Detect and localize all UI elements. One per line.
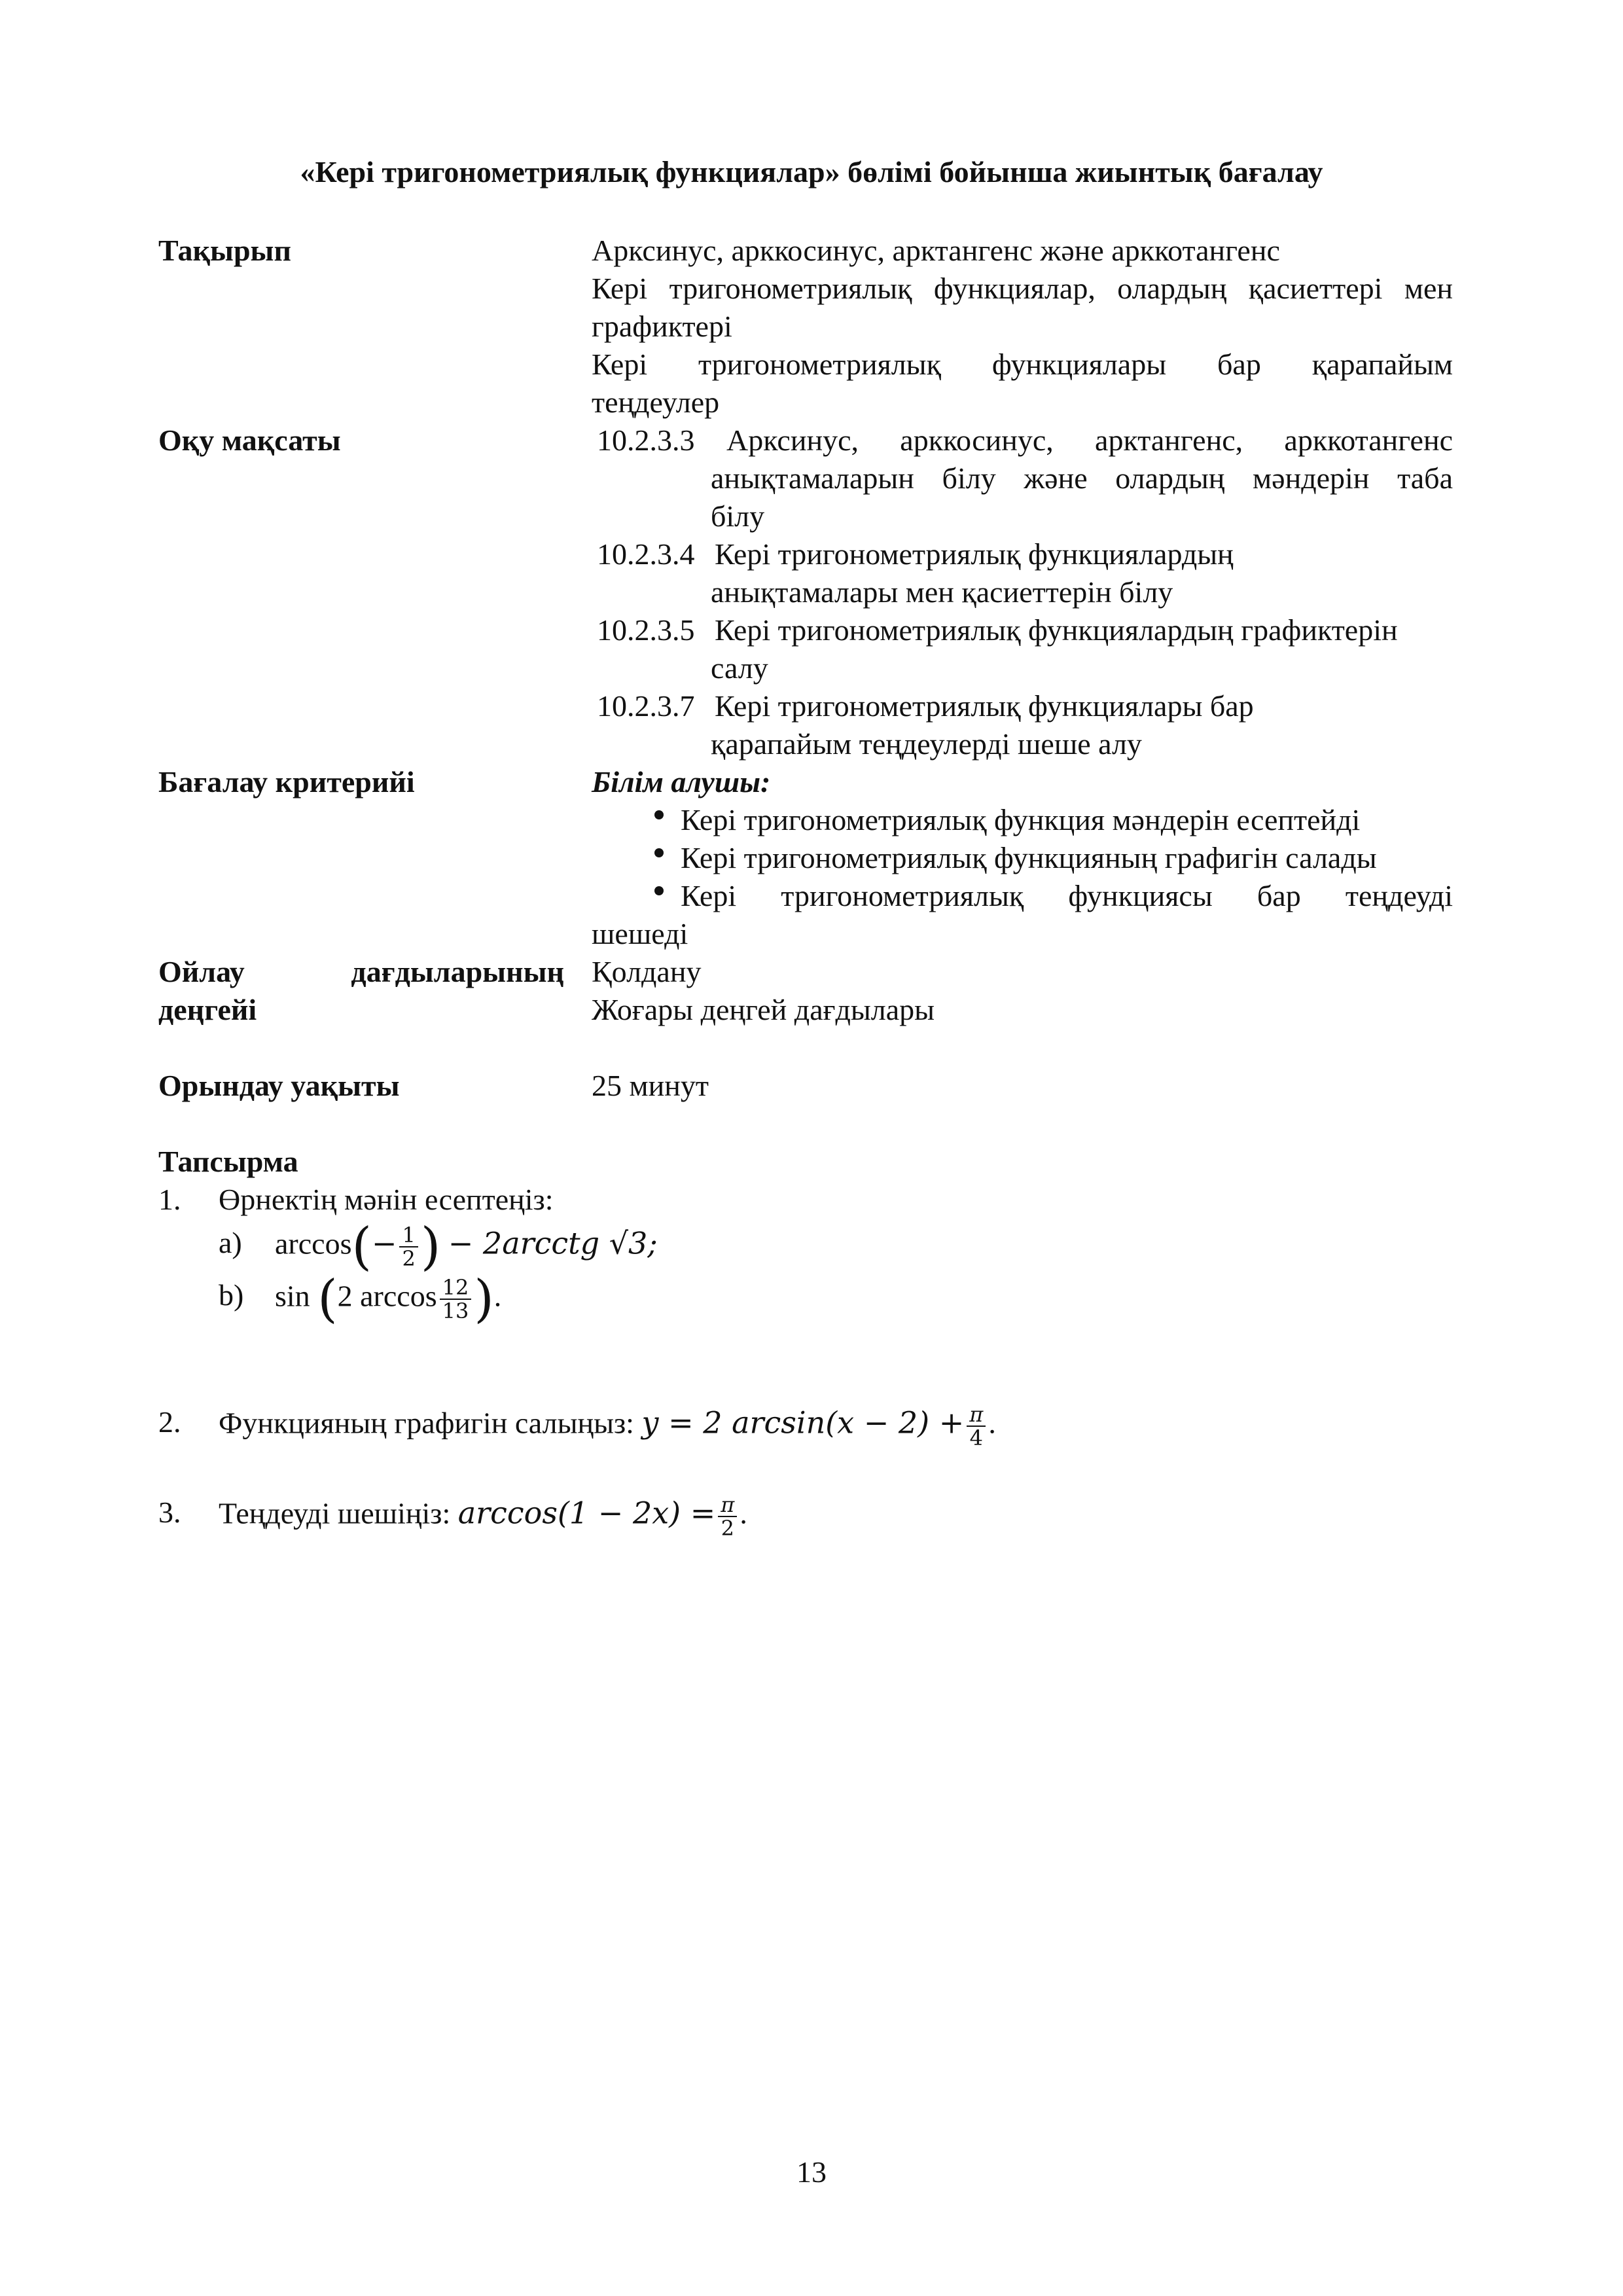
formula-a: [275, 1217, 658, 1276]
bullet-icon: [654, 848, 664, 857]
objective-code: 10.2.3.7: [597, 689, 695, 723]
formula-sign: −: [371, 1225, 397, 1261]
criteria-item: Кері тригонометриялық функциясы бар теңдеуді: [681, 879, 1453, 912]
thinking-value: Жоғары деңгей дағдылары: [592, 993, 935, 1026]
bullet-icon: [654, 810, 664, 819]
fraction: [399, 1224, 418, 1270]
paren-close: ): [474, 1270, 494, 1329]
formula-func: sin: [275, 1279, 310, 1313]
formula-end: .: [740, 1496, 747, 1530]
fraction-num: 12: [440, 1276, 472, 1300]
time-label: Орындау уақыты: [158, 1069, 400, 1102]
objective-text: Кері тригонометриялық функциялары бар: [715, 689, 1254, 723]
topic-label: Тақырып: [158, 234, 291, 267]
objectives-label: Оқу мақсаты: [158, 423, 341, 457]
thinking-label-2: деңгейі: [158, 993, 257, 1026]
fraction-den: 4: [969, 1426, 983, 1450]
criteria-item: Кері тригонометриялық функция мәндерін есептейді: [681, 803, 1361, 836]
formula: arccos(1 − 2x) =: [457, 1495, 716, 1531]
question-2: [219, 1403, 996, 1449]
fraction-num: 1: [399, 1224, 418, 1247]
formula-end: .: [988, 1406, 996, 1440]
page-number: 13: [796, 2155, 827, 2189]
objective-text: Кері тригонометриялық функциялардың: [715, 537, 1234, 571]
question-text: Теңдеуді шешіңіз:: [219, 1496, 451, 1530]
fraction-den: 2: [721, 1516, 734, 1541]
formula-end: .: [493, 1279, 502, 1313]
fraction: [718, 1494, 737, 1539]
fraction: [440, 1276, 472, 1322]
question-number: 2.: [158, 1405, 181, 1439]
formula-func: arccos: [275, 1227, 352, 1261]
objective-text: анықтамалары мен қасиеттерін білу: [711, 575, 1173, 609]
criteria-item: шешеді: [592, 917, 688, 950]
subquestion-label: b): [219, 1278, 244, 1312]
topic-line-5: теңдеулер: [592, 386, 720, 419]
thinking-label: Ойлау дағдыларының: [158, 955, 564, 988]
formula-b: [275, 1270, 502, 1329]
formula: y = 2 arcsin(x − 2) +: [641, 1405, 965, 1441]
fraction-num: π: [718, 1494, 737, 1517]
paren-close: ): [420, 1217, 441, 1276]
paren-open: (: [351, 1217, 372, 1276]
topic-line-1: Арксинус, арккосинус, арктангенс және арккотангенс: [592, 234, 1280, 267]
thinking-value: Қолдану: [592, 955, 702, 988]
fraction-den: 13: [442, 1299, 469, 1323]
question-text: Өрнектің мәнін есептеңіз:: [219, 1183, 554, 1216]
objective-text: қарапайым теңдеулерді шеше алу: [711, 727, 1142, 761]
topic-line-2: Кері тригонометриялық функциялар, олардың қасиеттері мен: [592, 272, 1453, 305]
question-number: 3.: [158, 1496, 181, 1529]
fraction-num: π: [967, 1403, 986, 1427]
fraction: [967, 1403, 986, 1449]
objective-text: салу: [711, 651, 768, 685]
topic-line-3: графиктері: [592, 310, 732, 343]
page-title: «Кері тригонометриялық функциялар» бөлімі бойынша жиынтық бағалау: [300, 155, 1323, 188]
objective-text: білу: [711, 499, 765, 533]
formula-rest: − 2arcctg √3;: [448, 1225, 658, 1261]
bullet-icon: [654, 886, 664, 895]
objective-text: Арксинус, арккосинус, арктангенс, арккотангенс: [726, 423, 1453, 457]
subquestion-label: a): [219, 1226, 242, 1259]
task-heading: Тапсырма: [158, 1145, 298, 1178]
topic-line-4: Кері тригонометриялық функциялары бар қарапайым: [592, 348, 1453, 381]
fraction-den: 2: [402, 1246, 416, 1271]
question-3: [219, 1494, 747, 1539]
question-number: 1.: [158, 1183, 181, 1216]
objective-code: 10.2.3.4: [597, 537, 695, 571]
paren-open: (: [317, 1270, 338, 1329]
objective-code: 10.2.3.5: [597, 613, 695, 647]
objective-text: Кері тригонометриялық функциялардың графиктерін: [715, 613, 1398, 647]
criteria-label: Бағалау критерийі: [158, 765, 415, 798]
time-value: 25 минут: [592, 1069, 709, 1102]
formula-inner: 2 arccos: [337, 1279, 437, 1313]
question-text: Функцияның графигін салыңыз:: [219, 1406, 634, 1440]
objective-code: 10.2.3.3: [597, 423, 695, 457]
objective-text: анықтамаларын білу және олардың мәндерін таба: [711, 461, 1453, 495]
criteria-item: Кері тригонометриялық функцияның графигін салады: [681, 841, 1377, 874]
criteria-intro: Білім алушы:: [592, 765, 771, 798]
